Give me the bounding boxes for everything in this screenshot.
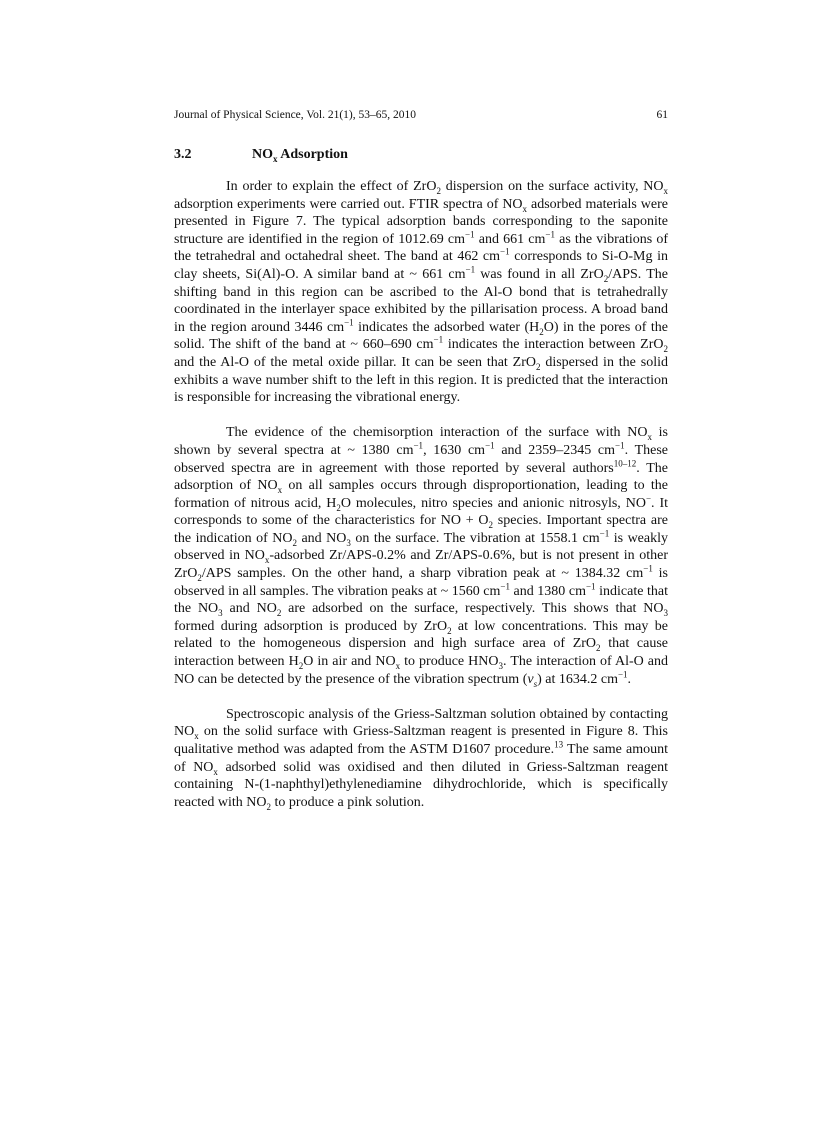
text-sub: x bbox=[194, 731, 199, 742]
text-sup: −1 bbox=[465, 229, 475, 240]
text-run: is shown by several spectra at ~ 1380 cm bbox=[174, 425, 668, 458]
text-sub: 2 bbox=[336, 502, 341, 513]
text-sub: 2 bbox=[447, 625, 452, 636]
text-sub: x bbox=[277, 484, 283, 495]
text-i: v bbox=[527, 671, 534, 687]
text-run: adsorbed solid was oxidised and then diluted in Griess-Saltzman reagent containing N-(1-naphthyl)ethylenediamine dihydrochloride, which is specifically reacted with NO bbox=[174, 759, 668, 810]
text-run: dispersed in the solid exhibits a wave number shift to the left in this region. It is predicted that the interaction is responsible for increasing the vibrational energy. bbox=[174, 354, 668, 406]
text-run: . The adsorption of NO bbox=[174, 460, 668, 494]
text-sub: 2 bbox=[276, 608, 282, 619]
running-header bbox=[174, 109, 668, 121]
body-text bbox=[174, 178, 668, 829]
text-run: . These observed spectra are in agreement with those reported by several authors bbox=[174, 442, 668, 476]
text-sup: −1 bbox=[413, 440, 424, 451]
text-run: O in air and NO bbox=[303, 654, 396, 670]
text-run: indicates the interaction between ZrO bbox=[443, 337, 664, 353]
text-run: indicate that the NO bbox=[174, 583, 668, 617]
text-run: In order to explain the effect of ZrO bbox=[226, 179, 437, 194]
text-sup: −1 bbox=[617, 668, 628, 679]
text-run: on all samples occurs through disproportionation, leading to the formation of nitrous acid, H bbox=[174, 478, 668, 511]
text-sup: −1 bbox=[344, 317, 354, 328]
text-run: corresponds to Si-O-Mg in clay sheets, Si(Al)-O. A similar band at ~ 661 cm bbox=[174, 249, 668, 282]
paragraph bbox=[174, 424, 668, 688]
text-run: to produce a pink solution. bbox=[271, 794, 425, 810]
text-sub: 2 bbox=[603, 273, 609, 284]
text-run: O molecules, nitro species and anionic nitrosyls, NO bbox=[340, 495, 646, 511]
text-run: and NO bbox=[296, 530, 347, 546]
text-run: is observed in all samples. The vibration peaks at ~ 1560 cm bbox=[174, 566, 668, 599]
text-sup: −1 bbox=[545, 229, 555, 240]
text-sup: −1 bbox=[465, 264, 476, 275]
text-sub: 2 bbox=[298, 660, 304, 671]
text-sub: 3 bbox=[218, 608, 223, 619]
text-sub: 2 bbox=[663, 344, 668, 355]
text-sub: 2 bbox=[488, 520, 493, 531]
text-run: species. Important spectra are the indication of NO bbox=[174, 513, 668, 546]
text-sub: 2 bbox=[436, 185, 441, 196]
text-run: The same amount of NO bbox=[174, 742, 668, 775]
text-sup: −1 bbox=[599, 528, 610, 539]
text-sub: 2 bbox=[197, 572, 202, 583]
text-run: , 1630 cm bbox=[423, 442, 486, 458]
text-sup: −1 bbox=[615, 440, 625, 451]
text-run: adsorbed materials were presented in Figure 7. The typical adsorption bands corresponding to the saponite structure are identified in the region of 1012.69 cm bbox=[174, 196, 668, 247]
text-sub: 3 bbox=[663, 608, 669, 619]
text-run: indicates the adsorbed water (H bbox=[353, 319, 540, 335]
text-sub: 3 bbox=[346, 537, 351, 548]
text-run: at low concentrations. This may be related to the homogeneous dispersion and high surface area of ZrO bbox=[174, 618, 668, 652]
paragraph bbox=[174, 178, 668, 407]
text-run: that cause interaction between H bbox=[174, 636, 668, 670]
page-number: 61 bbox=[656, 109, 668, 121]
text-sub: x bbox=[264, 555, 270, 566]
text-sup: −1 bbox=[500, 246, 510, 257]
text-run: to produce HNO bbox=[400, 654, 499, 670]
text-run: ) at 1634.2 cm bbox=[537, 671, 618, 687]
text-run: O) in the pores of the solid. The shift of the band at ~ 660–690 cm bbox=[174, 319, 669, 353]
section-number: 3.2 bbox=[174, 147, 192, 162]
text-run: /APS. The shifting band in this region can be ascribed to the Al-O bond that is tetrahedrally coordinated in the interlayer space exhibited by the pillarisation process. A broad band in the region around 3446 cm bbox=[174, 266, 668, 335]
text-sub: x bbox=[213, 766, 218, 777]
text-run: on the solid surface with Griess-Saltzman reagent is presented in Figure 8. This qualitative method was adapted from the ASTM D1607 procedure. bbox=[174, 724, 668, 757]
text-run: . The interaction of Al-O and NO can be detected by the presence of the vibration spectrum ( bbox=[174, 654, 668, 687]
text-run: was found in all ZrO bbox=[475, 266, 604, 282]
text-sup: 13 bbox=[554, 739, 564, 750]
text-sub: 3 bbox=[498, 660, 504, 671]
text-run: as the vibrations of the tetrahedral and octahedral sheet. The band at 462 cm bbox=[174, 231, 668, 265]
text-sup: −1 bbox=[433, 334, 444, 345]
text-sub: x bbox=[647, 432, 652, 443]
text-sub: 2 bbox=[266, 801, 272, 812]
text-run: formed during adsorption is produced by ZrO bbox=[174, 618, 448, 634]
text-sub: 2 bbox=[539, 326, 544, 337]
section-heading bbox=[174, 147, 348, 163]
text-sup: 10–12 bbox=[613, 457, 637, 468]
text-run: and 661 cm bbox=[474, 231, 546, 247]
text-run: . bbox=[627, 671, 632, 687]
text-run: and 1380 cm bbox=[509, 583, 586, 599]
text-sub: s bbox=[533, 678, 538, 689]
text-run: . It corresponds to some of the characteristics for NO + O bbox=[174, 495, 668, 529]
text-sub: 2 bbox=[535, 361, 541, 372]
text-sub: 2 bbox=[292, 537, 297, 548]
text-run: on the surface. The vibration at 1558.1 cm bbox=[350, 530, 600, 546]
text-sup: −1 bbox=[585, 581, 596, 591]
text-run: is weakly observed in NO bbox=[174, 530, 668, 564]
text-run: /APS samples. On the other hand, a sharp vibration peak at ~ 1384.32 cm bbox=[201, 566, 644, 582]
journal-citation: Journal of Physical Science, Vol. 21(1), 53–65, 2010 bbox=[174, 109, 417, 121]
text-sup: −1 bbox=[485, 440, 495, 451]
text-sub: 2 bbox=[596, 643, 601, 654]
text-run: and 2359–2345 cm bbox=[494, 442, 616, 458]
text-run: dispersion on the surface activity, NO bbox=[440, 179, 664, 194]
text-run: -adsorbed Zr/APS-0.2% and Zr/APS-0.6%, but is not present in other ZrO bbox=[174, 548, 668, 582]
text-sub: x bbox=[522, 203, 528, 214]
text-sup: −1 bbox=[500, 581, 510, 591]
text-run: Spectroscopic analysis of the Griess-Saltzman solution obtained by contacting NO bbox=[174, 706, 668, 740]
text-sup: −1 bbox=[643, 563, 653, 574]
text-run: are adsorbed on the surface, respectively. This shows that NO bbox=[281, 601, 664, 617]
section-title: $NO_x$ Adsorption bbox=[252, 147, 348, 164]
text-run: The evidence of the chemisorption interaction of the surface with NO bbox=[226, 425, 648, 441]
text-run: and the Al-O of the metal oxide pillar. It can be seen that ZrO bbox=[174, 354, 536, 370]
text-sub: x bbox=[395, 660, 401, 671]
text-sup: − bbox=[645, 493, 652, 504]
text-sub: x bbox=[663, 185, 668, 196]
text-run: adsorption experiments were carried out. FTIR spectra of NO bbox=[174, 196, 523, 212]
text-run: and NO bbox=[222, 601, 277, 617]
paragraph bbox=[174, 706, 668, 812]
